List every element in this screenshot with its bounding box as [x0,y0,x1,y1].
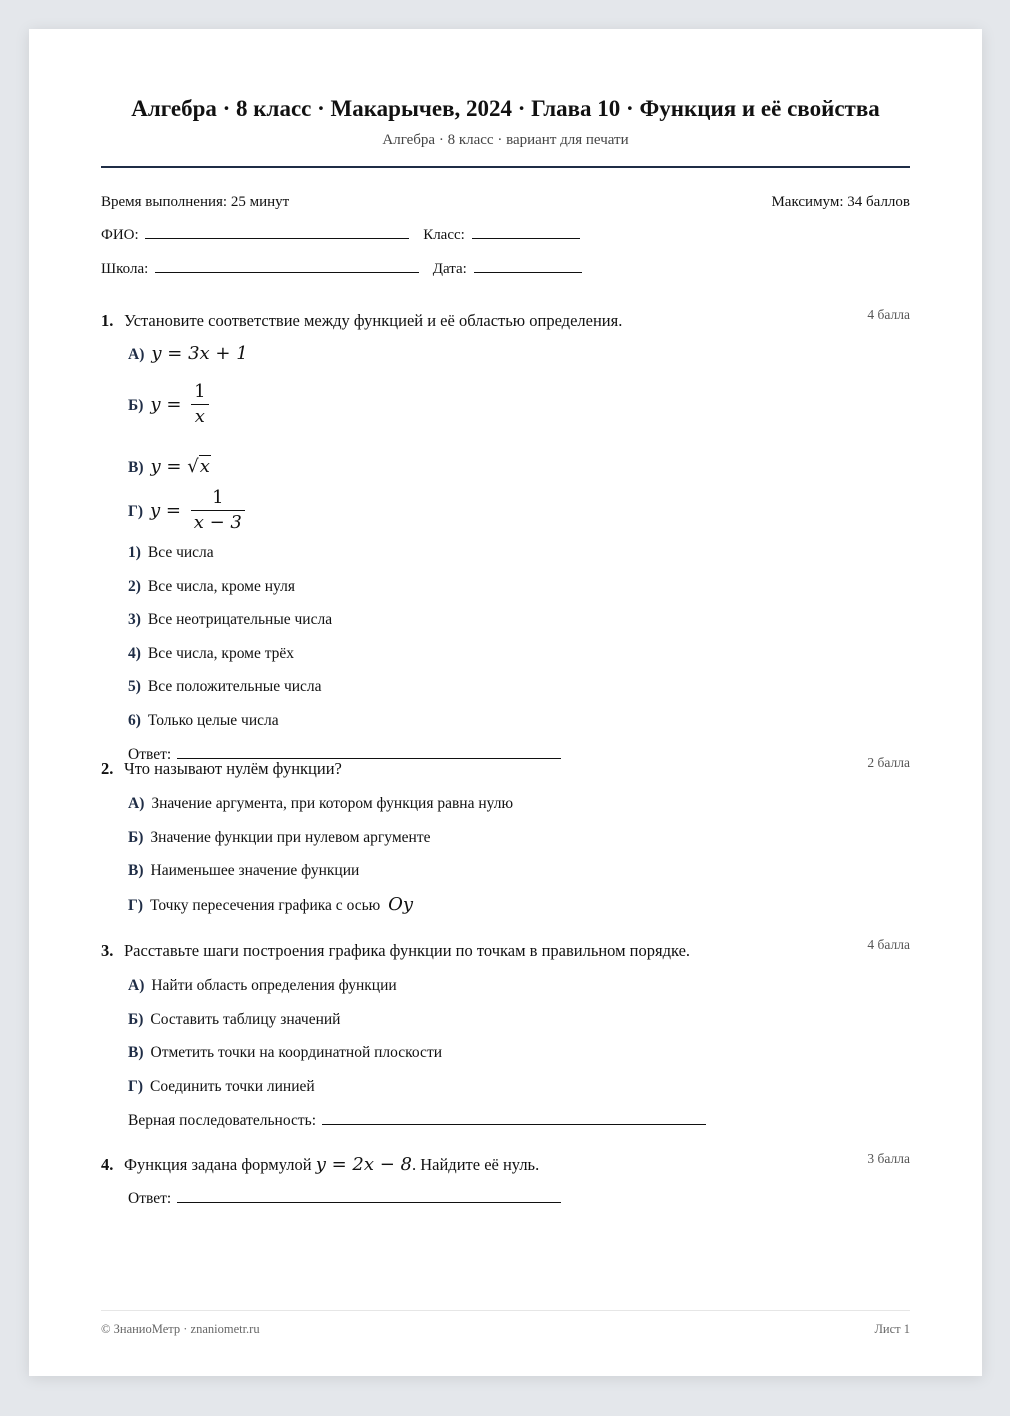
question-3-number: 3. [101,941,114,960]
fio-row [101,224,580,246]
q1-function-c-radicand: x [199,456,210,477]
q1-function-c-formula [151,456,211,477]
q1-function-c-lhs: y = [150,456,188,477]
q3-step-d-text: Соединить точки линией [150,1078,315,1095]
q1-function-d-lhs: y = [150,499,187,521]
q4-answer-label: Ответ: [128,1190,172,1207]
q1-function-a-label: А) [128,346,145,363]
question-4-number: 4. [101,1155,114,1174]
footer-divider [101,1310,910,1311]
q1-function-b [128,381,209,428]
page-title: Алгебра · 8 класс · Макарычев, 2024 · Глава 10 · Функция и её свойства [131,96,880,121]
q2-option-b-label: Б) [128,829,144,846]
q3-step-d [128,1076,315,1098]
q3-step-c [128,1042,442,1064]
q1-answer-6-text: Только целые числа [147,712,279,729]
q1-answer-4 [128,643,294,665]
question-4-header [101,1153,910,1177]
q3-sequence-row [128,1110,706,1132]
fio-label: ФИО: [101,227,139,243]
q1-function-b-fraction [191,381,208,428]
q3-step-d-label: Г) [128,1078,144,1095]
q1-function-b-denominator: x [191,404,208,428]
q1-function-c-sqrt [187,456,211,478]
footer-page-number: Лист 1 [874,1322,910,1336]
date-label: Дата: [432,261,467,277]
q1-answer-3-label: 3) [128,611,141,628]
q2-option-c-label: В) [128,862,144,879]
class-field[interactable] [472,224,580,239]
q1-function-d-denominator: x − 3 [191,510,245,534]
q1-answer-4-text: Все числа, кроме трёх [147,645,295,662]
max-score: Максимум: 34 баллов [771,194,910,210]
q1-function-d [128,487,245,534]
question-2-points: 2 балла [867,755,910,770]
q1-answer-2-label: 2) [128,578,141,595]
question-3 [101,937,910,1129]
q3-step-a-label: А) [128,977,145,994]
q2-option-a-text: Значение аргумента, при котором функция равна нулю [151,795,514,812]
worksheet-page [29,29,982,1376]
q1-function-a-lhs: y = [151,343,189,364]
q1-answer-3-text: Все неотрицательные числа [147,611,333,628]
question-2-text: Что называют нулём функции? [124,759,342,778]
q2-option-a-label: А) [128,795,145,812]
class-label: Класс: [423,227,465,243]
q1-function-d-formula [150,487,245,533]
q1-answer-label: Ответ: [128,746,172,763]
fio-field[interactable] [145,224,409,239]
q1-function-b-label: Б) [128,396,144,414]
q3-step-b-text: Составить таблицу значений [150,1011,341,1028]
question-2 [101,755,910,915]
q2-option-c-text: Наименьшее значение функции [150,862,360,879]
q4-answer-row [128,1188,561,1210]
question-3-points: 4 балла [867,937,910,952]
date-field[interactable] [474,258,582,273]
page-subtitle: Алгебра · 8 класс · вариант для печати [382,132,629,148]
q3-step-c-text: Отметить точки на координатной плоскости [150,1044,443,1061]
q1-function-a [128,343,248,366]
question-2-header [101,757,910,781]
q4-answer-field[interactable] [177,1188,561,1203]
q2-option-d[interactable] [128,894,413,917]
question-4 [101,1151,910,1207]
q2-option-b[interactable] [128,827,430,849]
question-4-text-before: Функция задана формулой [124,1155,312,1174]
q3-step-b [128,1009,340,1031]
q3-step-a-text: Найти область определения функции [151,977,397,994]
q2-option-a[interactable] [128,793,513,815]
question-2-number: 2. [101,759,114,778]
q3-step-c-label: В) [128,1044,144,1061]
q3-step-b-label: Б) [128,1011,144,1028]
q1-answer-1-text: Все числа [147,544,214,561]
q1-answer-1-label: 1) [128,544,141,561]
q2-option-d-math: Oy [388,894,414,915]
q1-function-d-numerator: 1 [212,487,224,508]
q1-answer-5 [128,676,322,698]
q1-function-a-expr: 3x + 1 [188,343,248,364]
q2-option-d-text: Точку пересечения графика с осью [150,897,381,914]
question-1-points: 4 балла [867,307,910,322]
header-divider [101,166,910,168]
question-3-header [101,939,910,963]
school-row [101,258,582,280]
q2-option-d-label: Г) [128,897,144,914]
q1-function-a-formula [151,343,247,364]
q1-answer-5-text: Все положительные числа [147,678,322,695]
school-field[interactable] [155,258,419,273]
q1-function-b-numerator: 1 [194,381,206,402]
q3-sequence-field[interactable] [322,1110,706,1125]
school-label: Школа: [101,261,149,277]
question-4-points: 3 балла [867,1151,910,1166]
q1-answer-3 [128,609,332,631]
q1-answer-6 [128,710,279,732]
footer-copyright: © ЗнаниоМетр · znaniometr.ru [101,1322,260,1336]
q1-answer-4-label: 4) [128,645,141,662]
question-4-formula: y = 2x − 8 [315,1154,412,1175]
q1-function-c [128,456,211,479]
question-3-text: Расставьте шаги построения графика функции по точкам в правильном порядке. [124,941,691,960]
q2-option-c[interactable] [128,860,359,882]
question-1-text: Установите соответствие между функцией и её областью определения. [124,311,623,330]
question-4-text-after: . Найдите её нуль. [411,1155,540,1174]
q1-function-b-formula [150,381,208,427]
q1-function-d-label: Г) [128,502,144,520]
q3-sequence-label: Верная последовательность: [128,1112,317,1129]
q2-option-b-text: Значение функции при нулевом аргументе [150,829,431,846]
q1-function-c-label: В) [128,459,144,476]
question-1-header [101,309,910,333]
q3-step-a [128,975,397,997]
question-1-number: 1. [101,311,114,330]
sqrt-sign-icon: √ [187,456,199,477]
q1-answer-2 [128,576,295,598]
page-content [101,29,910,1376]
q1-function-d-fraction [191,487,245,534]
q1-function-b-lhs: y = [150,393,188,415]
q1-answer-1 [128,542,214,564]
q1-answer-2-text: Все числа, кроме нуля [147,578,295,595]
q1-answer-5-label: 5) [128,678,141,695]
time-limit: Время выполнения: 25 минут [101,194,290,210]
q1-answer-6-label: 6) [128,712,141,729]
